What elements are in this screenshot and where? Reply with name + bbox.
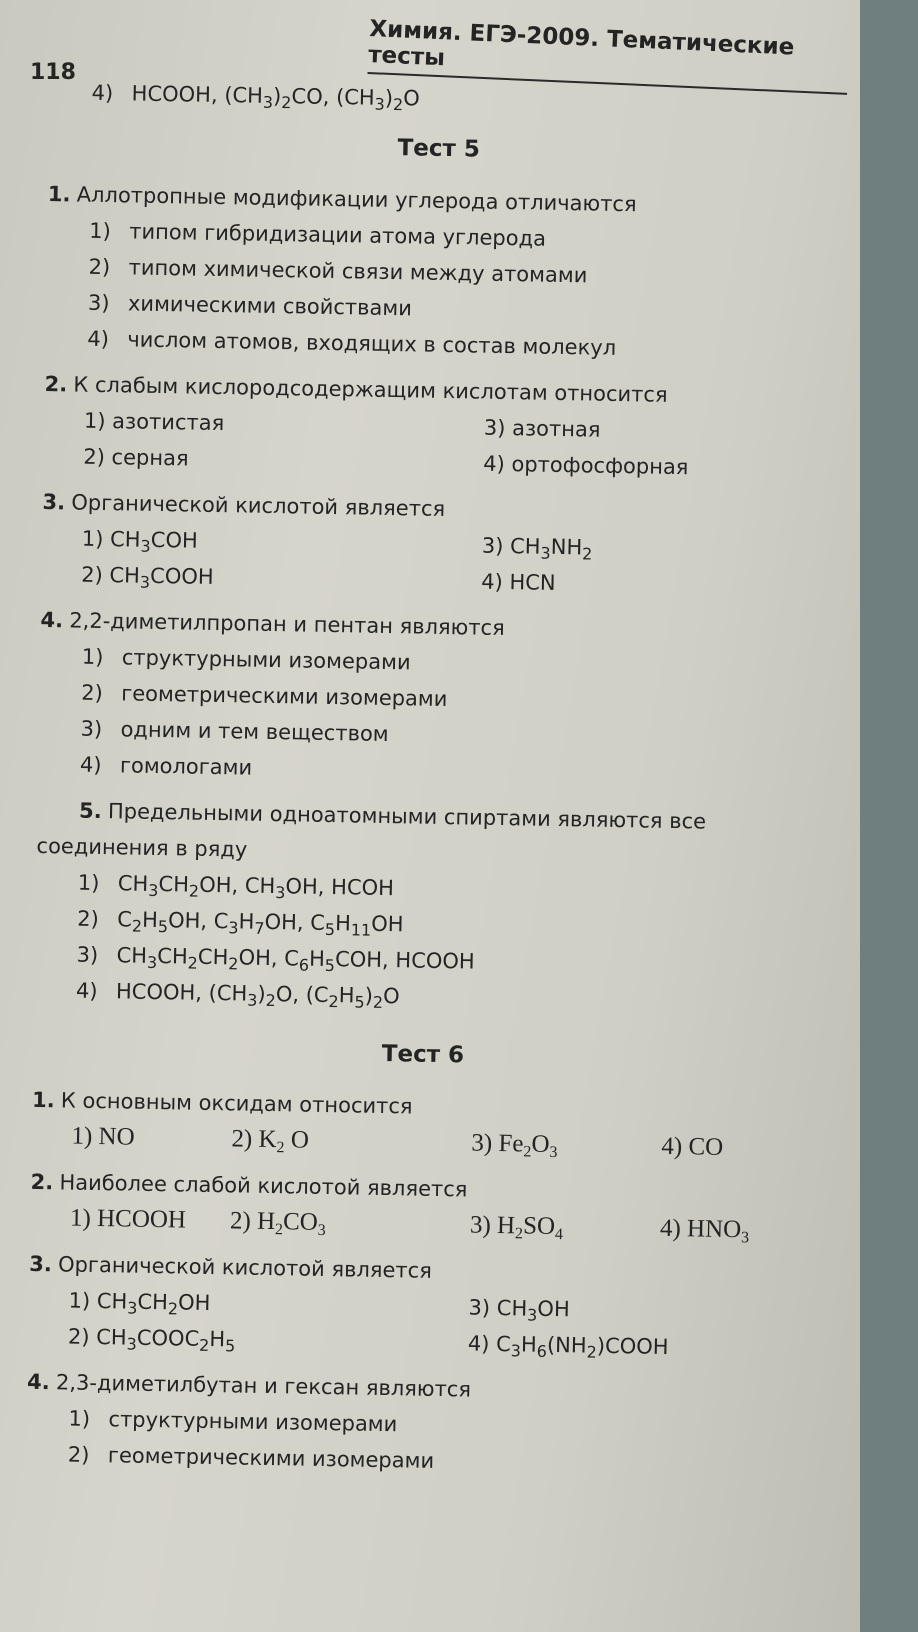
- formula: HCOOH, $(CH_3)_2CO$, $(CH_3)_2O$: [131, 81, 421, 115]
- option: 1) азотистая: [83, 408, 225, 436]
- option: 2) типом химической связи между атомами: [88, 254, 588, 288]
- option: 3) $H_2SO_4$: [469, 1211, 564, 1244]
- running-header: Химия. ЕГЭ-2009. Тематические тесты: [367, 16, 849, 95]
- option: 1) $CH_3COH$: [81, 526, 198, 556]
- option: 1) структурными изомерами: [81, 644, 411, 675]
- option: 4) $C_3H_6(NH_2)COOH$: [467, 1331, 669, 1362]
- option: 2) $CH_3COOH$: [81, 562, 214, 592]
- question-number: 4.: [26, 1369, 50, 1395]
- test5-question-1: [45, 176, 828, 370]
- option: 1) типом гибридизации атома углерода: [89, 218, 547, 251]
- page-content: [26, 74, 830, 1485]
- option: 3) одним и тем веществом: [80, 716, 389, 747]
- test5-question-3: [41, 484, 823, 606]
- page-number: 118: [30, 60, 76, 85]
- option: 3) $Fe_2O_3$: [471, 1129, 558, 1162]
- test6-question-4: [26, 1364, 808, 1486]
- option: 2) геометрическими изомерами: [67, 1442, 435, 1473]
- option: 1) $CH_3CH_2OH$, $CH_3OH$, HCOH: [77, 870, 395, 903]
- test-5-title: Тест 5: [397, 135, 481, 163]
- option: 4) CO: [661, 1132, 724, 1161]
- question-number: 4.: [40, 607, 64, 633]
- option: 1) HCOOH: [69, 1204, 187, 1234]
- test5-question-2: [43, 366, 825, 488]
- test6-question-3: [28, 1246, 810, 1368]
- option: 2) $C_2H_5OH$, $C_3H_7OH$, $C_5H_{11}OH$: [77, 906, 404, 940]
- question-text: Аллотропные модификации углерода отличаются: [76, 182, 637, 217]
- question-number: 2.: [44, 371, 68, 397]
- question-text: Наиболее слабой кислотой является: [59, 1170, 468, 1202]
- question-number: 3.: [42, 489, 66, 515]
- option: 2) $H_2CO_3$: [229, 1207, 326, 1239]
- option: 3) азотная: [483, 415, 601, 442]
- option: 3) $CH_3CH_2CH_2OH$, $C_6H_5COH$, HCOOH: [76, 942, 475, 976]
- question-text-continued: соединения в ряду: [36, 833, 248, 862]
- test6-question-2: [30, 1164, 811, 1250]
- test5-question-5: [34, 792, 818, 1022]
- option: 4) $HNO_3$: [659, 1214, 750, 1247]
- question-text: Органической кислотой является: [71, 490, 446, 521]
- question-text: 2,2-диметилпропан и пентан являются: [69, 608, 505, 641]
- question-number: 1.: [31, 1087, 55, 1113]
- test6-question-1: [31, 1082, 812, 1168]
- option: 4) гомологами: [79, 752, 253, 780]
- option: 3) химическими свойствами: [87, 290, 413, 321]
- question-text: К слабым кислородсодержащим кислотам относится: [73, 372, 668, 407]
- option: 2) серная: [83, 444, 189, 471]
- question-number: 3.: [29, 1251, 53, 1277]
- option: 2) $K_2$ O: [231, 1125, 310, 1157]
- test5-question-4: [38, 602, 821, 796]
- option: 1) $CH_3CH_2OH$: [68, 1288, 211, 1319]
- option: 1) структурными изомерами: [68, 1406, 398, 1437]
- option: 4) HCN: [480, 569, 556, 595]
- option: 2) геометрическими изомерами: [80, 680, 448, 712]
- option: 4) ортофосфорная: [483, 451, 689, 480]
- question-number: 2.: [30, 1169, 54, 1195]
- option: 1) NO: [71, 1122, 135, 1151]
- question-number: 1.: [47, 181, 71, 207]
- question-number: 5.: [78, 798, 102, 824]
- option: 4) HCOOH, $(CH_3)_2O$, $(C_2H_5)_2O$: [75, 978, 400, 1012]
- test-6-title: Тест 6: [381, 1040, 465, 1069]
- option-number: 4): [91, 80, 114, 106]
- question-text: Органической кислотой является: [57, 1252, 433, 1283]
- option: 3) $CH_3OH$: [468, 1295, 570, 1325]
- question-text: Предельными одноатомными спиртами являются все: [107, 799, 707, 834]
- option: 4) числом атомов, входящих в состав молекул: [87, 326, 617, 360]
- question-text: К основным оксидам относится: [60, 1088, 413, 1119]
- question-text: 2,3-диметилбутан и гексан являются: [55, 1370, 472, 1402]
- option: 2) $CH_3COOC_2H_5$: [67, 1324, 236, 1356]
- option: 3) $CH_3NH_2$: [481, 533, 593, 564]
